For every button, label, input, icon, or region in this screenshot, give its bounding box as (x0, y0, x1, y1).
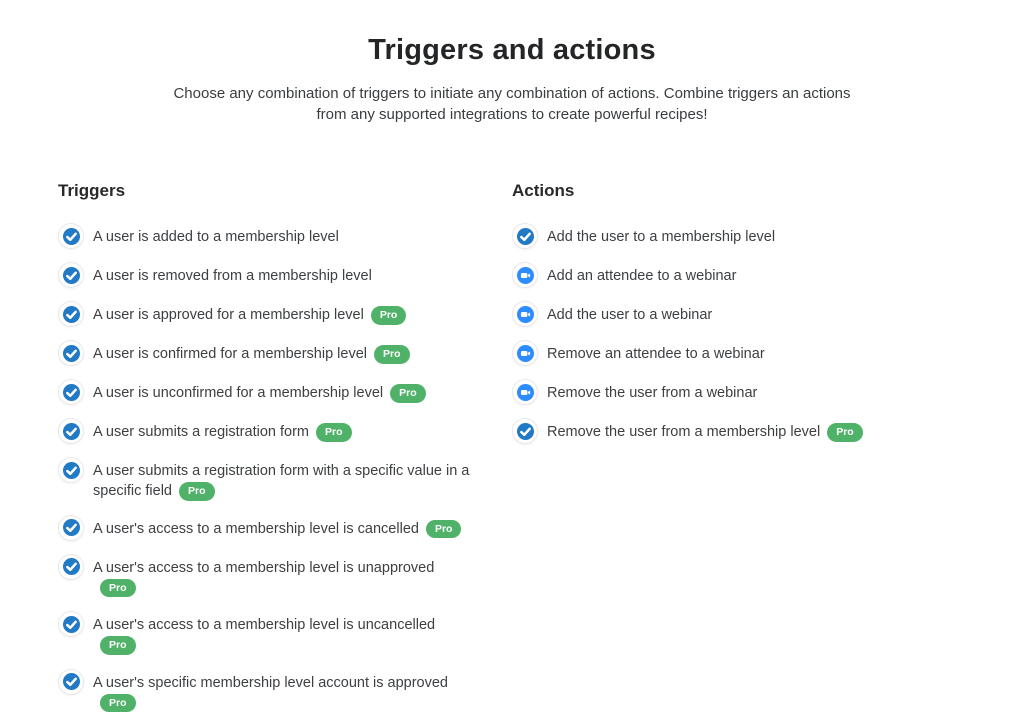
actions-list (512, 223, 984, 444)
membership-icon (517, 423, 534, 440)
membership-icon (63, 673, 80, 690)
list-item (58, 457, 512, 502)
list-item (58, 515, 512, 541)
list-item (512, 340, 984, 366)
triggers-heading: Triggers (58, 181, 126, 200)
pro-badge: Pro (426, 520, 462, 539)
icon-ring (58, 262, 84, 288)
pro-badge: Pro (100, 579, 136, 598)
list-item (512, 301, 984, 327)
membership-icon (63, 384, 80, 401)
item-label-text: A user is unconfirmed for a membership level (93, 385, 384, 401)
list-item (58, 554, 512, 599)
pro-badge: Pro (374, 345, 410, 364)
item-label (93, 611, 475, 656)
icon-ring (512, 379, 538, 405)
page-title: Triggers and actions (368, 34, 656, 66)
pro-badge: Pro (316, 423, 352, 442)
item-label (93, 515, 461, 540)
icon-ring (58, 301, 84, 327)
item-label-text: Remove the user from a membership level (547, 424, 821, 440)
icon-ring (512, 262, 538, 288)
item-label-text: A user is removed from a membership level (93, 268, 372, 284)
membership-icon (517, 228, 534, 245)
icon-ring (512, 301, 538, 327)
pro-badge: Pro (100, 636, 136, 655)
list-item (512, 223, 984, 249)
item-label-text: A user's specific membership level account is approved (93, 674, 448, 691)
membership-icon (63, 228, 80, 245)
actions-column (512, 181, 984, 726)
item-label-text: A user's access to a membership level is cancelled (93, 520, 419, 537)
item-label-text: Remove an attendee to a webinar (547, 346, 765, 362)
item-label-text: A user is confirmed for a membership level (93, 346, 367, 362)
pro-badge: Pro (390, 384, 426, 403)
list-item (58, 611, 512, 656)
icon-ring (58, 340, 84, 366)
webinar-icon (517, 306, 534, 323)
membership-icon (63, 423, 80, 440)
membership-icon (63, 345, 80, 362)
item-label (93, 457, 475, 502)
list-item (512, 262, 984, 288)
item-label-text: A user submits a registration form (93, 424, 309, 440)
icon-ring (58, 457, 84, 483)
triggers-list (58, 223, 512, 713)
list-item (512, 418, 984, 444)
icon-ring (58, 418, 84, 444)
list-item (58, 418, 512, 444)
icon-ring (58, 611, 84, 637)
item-label (547, 301, 712, 325)
item-label (93, 262, 372, 286)
list-item (58, 340, 512, 366)
columns-wrapper (0, 181, 1024, 726)
webinar-icon (517, 345, 534, 362)
membership-icon (63, 616, 80, 633)
item-label-text: Add an attendee to a webinar (547, 268, 737, 284)
membership-icon (63, 519, 80, 536)
item-label (93, 379, 426, 404)
triggers-column (58, 181, 512, 726)
icon-ring (58, 379, 84, 405)
item-label-text: A user is added to a membership level (93, 229, 339, 245)
item-label (93, 418, 352, 443)
item-label-text: Remove the user from a webinar (547, 385, 758, 401)
membership-icon (63, 558, 80, 575)
item-label (547, 418, 863, 443)
item-label (547, 340, 765, 364)
item-label (93, 669, 475, 714)
list-item (58, 223, 512, 249)
item-label (93, 554, 475, 599)
list-item (58, 669, 512, 714)
actions-heading: Actions (512, 181, 575, 200)
webinar-icon (517, 267, 534, 284)
icon-ring (58, 554, 84, 580)
item-label-text: A user is approved for a membership level (93, 307, 364, 323)
item-label (547, 262, 736, 286)
pro-badge: Pro (371, 306, 407, 325)
item-label-text: Add the user to a membership level (547, 229, 776, 245)
item-label (547, 223, 775, 247)
list-item (512, 379, 984, 405)
item-label-text: A user submits a registration form with a specific value in a specific field (93, 463, 470, 499)
item-label-text: Add the user to a webinar (547, 307, 713, 323)
item-label (547, 379, 757, 403)
page-subtitle: Choose any combination of triggers to initiate any combination of actions. Combine triggers an actions from any supported integrations to create powerful recipes! (173, 85, 851, 123)
icon-ring (512, 340, 538, 366)
membership-icon (63, 306, 80, 323)
icon-ring (58, 515, 84, 541)
icon-ring (512, 223, 538, 249)
icon-ring (58, 223, 84, 249)
webinar-icon (517, 384, 534, 401)
pro-badge: Pro (179, 482, 215, 501)
pro-badge: Pro (827, 423, 863, 442)
item-label (93, 340, 410, 365)
membership-icon (63, 267, 80, 284)
list-item (58, 379, 512, 405)
item-label (93, 223, 339, 247)
membership-icon (63, 462, 80, 479)
item-label-text: A user's access to a membership level is unapproved (93, 559, 435, 576)
item-label (93, 301, 406, 326)
pro-badge: Pro (100, 694, 136, 713)
icon-ring (58, 669, 84, 695)
list-item (58, 262, 512, 288)
item-label-text: A user's access to a membership level is uncancelled (93, 617, 436, 633)
page-header (0, 0, 1024, 125)
list-item (58, 301, 512, 327)
icon-ring (512, 418, 538, 444)
